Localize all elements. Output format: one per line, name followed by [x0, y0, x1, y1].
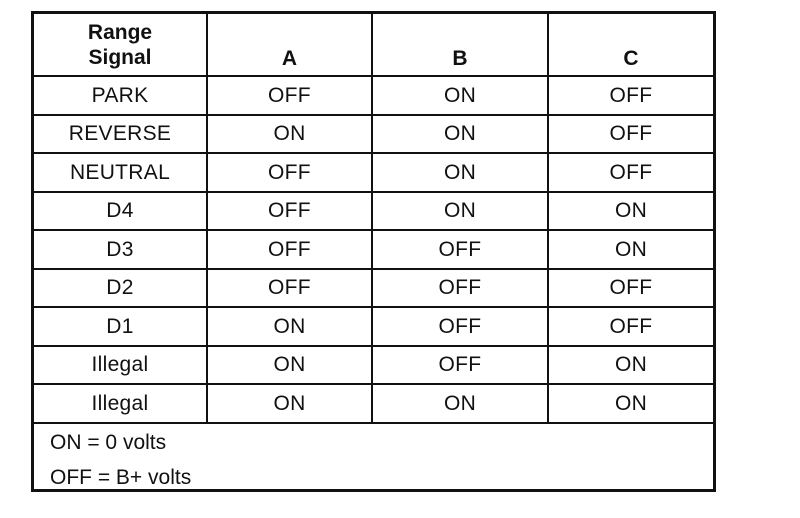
table-body — [34, 76, 713, 423]
signal-cell-b: OFF — [372, 230, 548, 269]
signal-cell-c: ON — [548, 384, 713, 423]
range-signal-table — [34, 14, 713, 502]
signal-cell-a: ON — [207, 346, 372, 385]
signal-cell-b: OFF — [372, 307, 548, 346]
range-signal-table-frame — [31, 11, 716, 492]
signal-cell-a: OFF — [207, 153, 372, 192]
table-row — [34, 76, 713, 115]
signal-cell-b: ON — [372, 192, 548, 231]
column-header-c: C — [548, 14, 713, 76]
row-label: Illegal — [34, 346, 207, 385]
signal-cell-a: ON — [207, 115, 372, 154]
signal-cell-b: ON — [372, 115, 548, 154]
row-label: D3 — [34, 230, 207, 269]
legend-off: OFF = B+ volts — [50, 465, 192, 489]
legend-row — [34, 423, 713, 502]
table-row — [34, 307, 713, 346]
legend — [34, 423, 713, 502]
signal-cell-c: OFF — [548, 307, 713, 346]
table-row — [34, 346, 713, 385]
signal-cell-a: OFF — [207, 230, 372, 269]
row-label: REVERSE — [34, 115, 207, 154]
legend-on: ON = 0 volts — [50, 430, 167, 454]
column-header-b: B — [372, 14, 548, 76]
signal-cell-c: ON — [548, 230, 713, 269]
signal-cell-a: ON — [207, 307, 372, 346]
table-row — [34, 192, 713, 231]
signal-cell-a: ON — [207, 384, 372, 423]
signal-cell-a: OFF — [207, 192, 372, 231]
table-row — [34, 230, 713, 269]
signal-cell-c: OFF — [548, 269, 713, 308]
signal-cell-c: ON — [548, 346, 713, 385]
signal-cell-a: OFF — [207, 76, 372, 115]
column-header-a: A — [207, 14, 372, 76]
row-label: D2 — [34, 269, 207, 308]
table-row — [34, 269, 713, 308]
signal-cell-b: ON — [372, 76, 548, 115]
row-label: D1 — [34, 307, 207, 346]
header-row — [34, 14, 713, 76]
corner-header-range: Range — [87, 20, 153, 44]
row-label: NEUTRAL — [34, 153, 207, 192]
signal-cell-a: OFF — [207, 269, 372, 308]
table-row — [34, 384, 713, 423]
corner-header — [34, 14, 207, 76]
signal-cell-b: ON — [372, 153, 548, 192]
row-label: Illegal — [34, 384, 207, 423]
row-label: D4 — [34, 192, 207, 231]
row-label: PARK — [34, 76, 207, 115]
signal-cell-b: OFF — [372, 269, 548, 308]
signal-cell-c: ON — [548, 192, 713, 231]
corner-header-signal: Signal — [88, 45, 152, 69]
table-row — [34, 153, 713, 192]
signal-cell-b: OFF — [372, 346, 548, 385]
table-row — [34, 115, 713, 154]
signal-cell-b: ON — [372, 384, 548, 423]
signal-cell-c: OFF — [548, 153, 713, 192]
signal-cell-c: OFF — [548, 115, 713, 154]
signal-cell-c: OFF — [548, 76, 713, 115]
